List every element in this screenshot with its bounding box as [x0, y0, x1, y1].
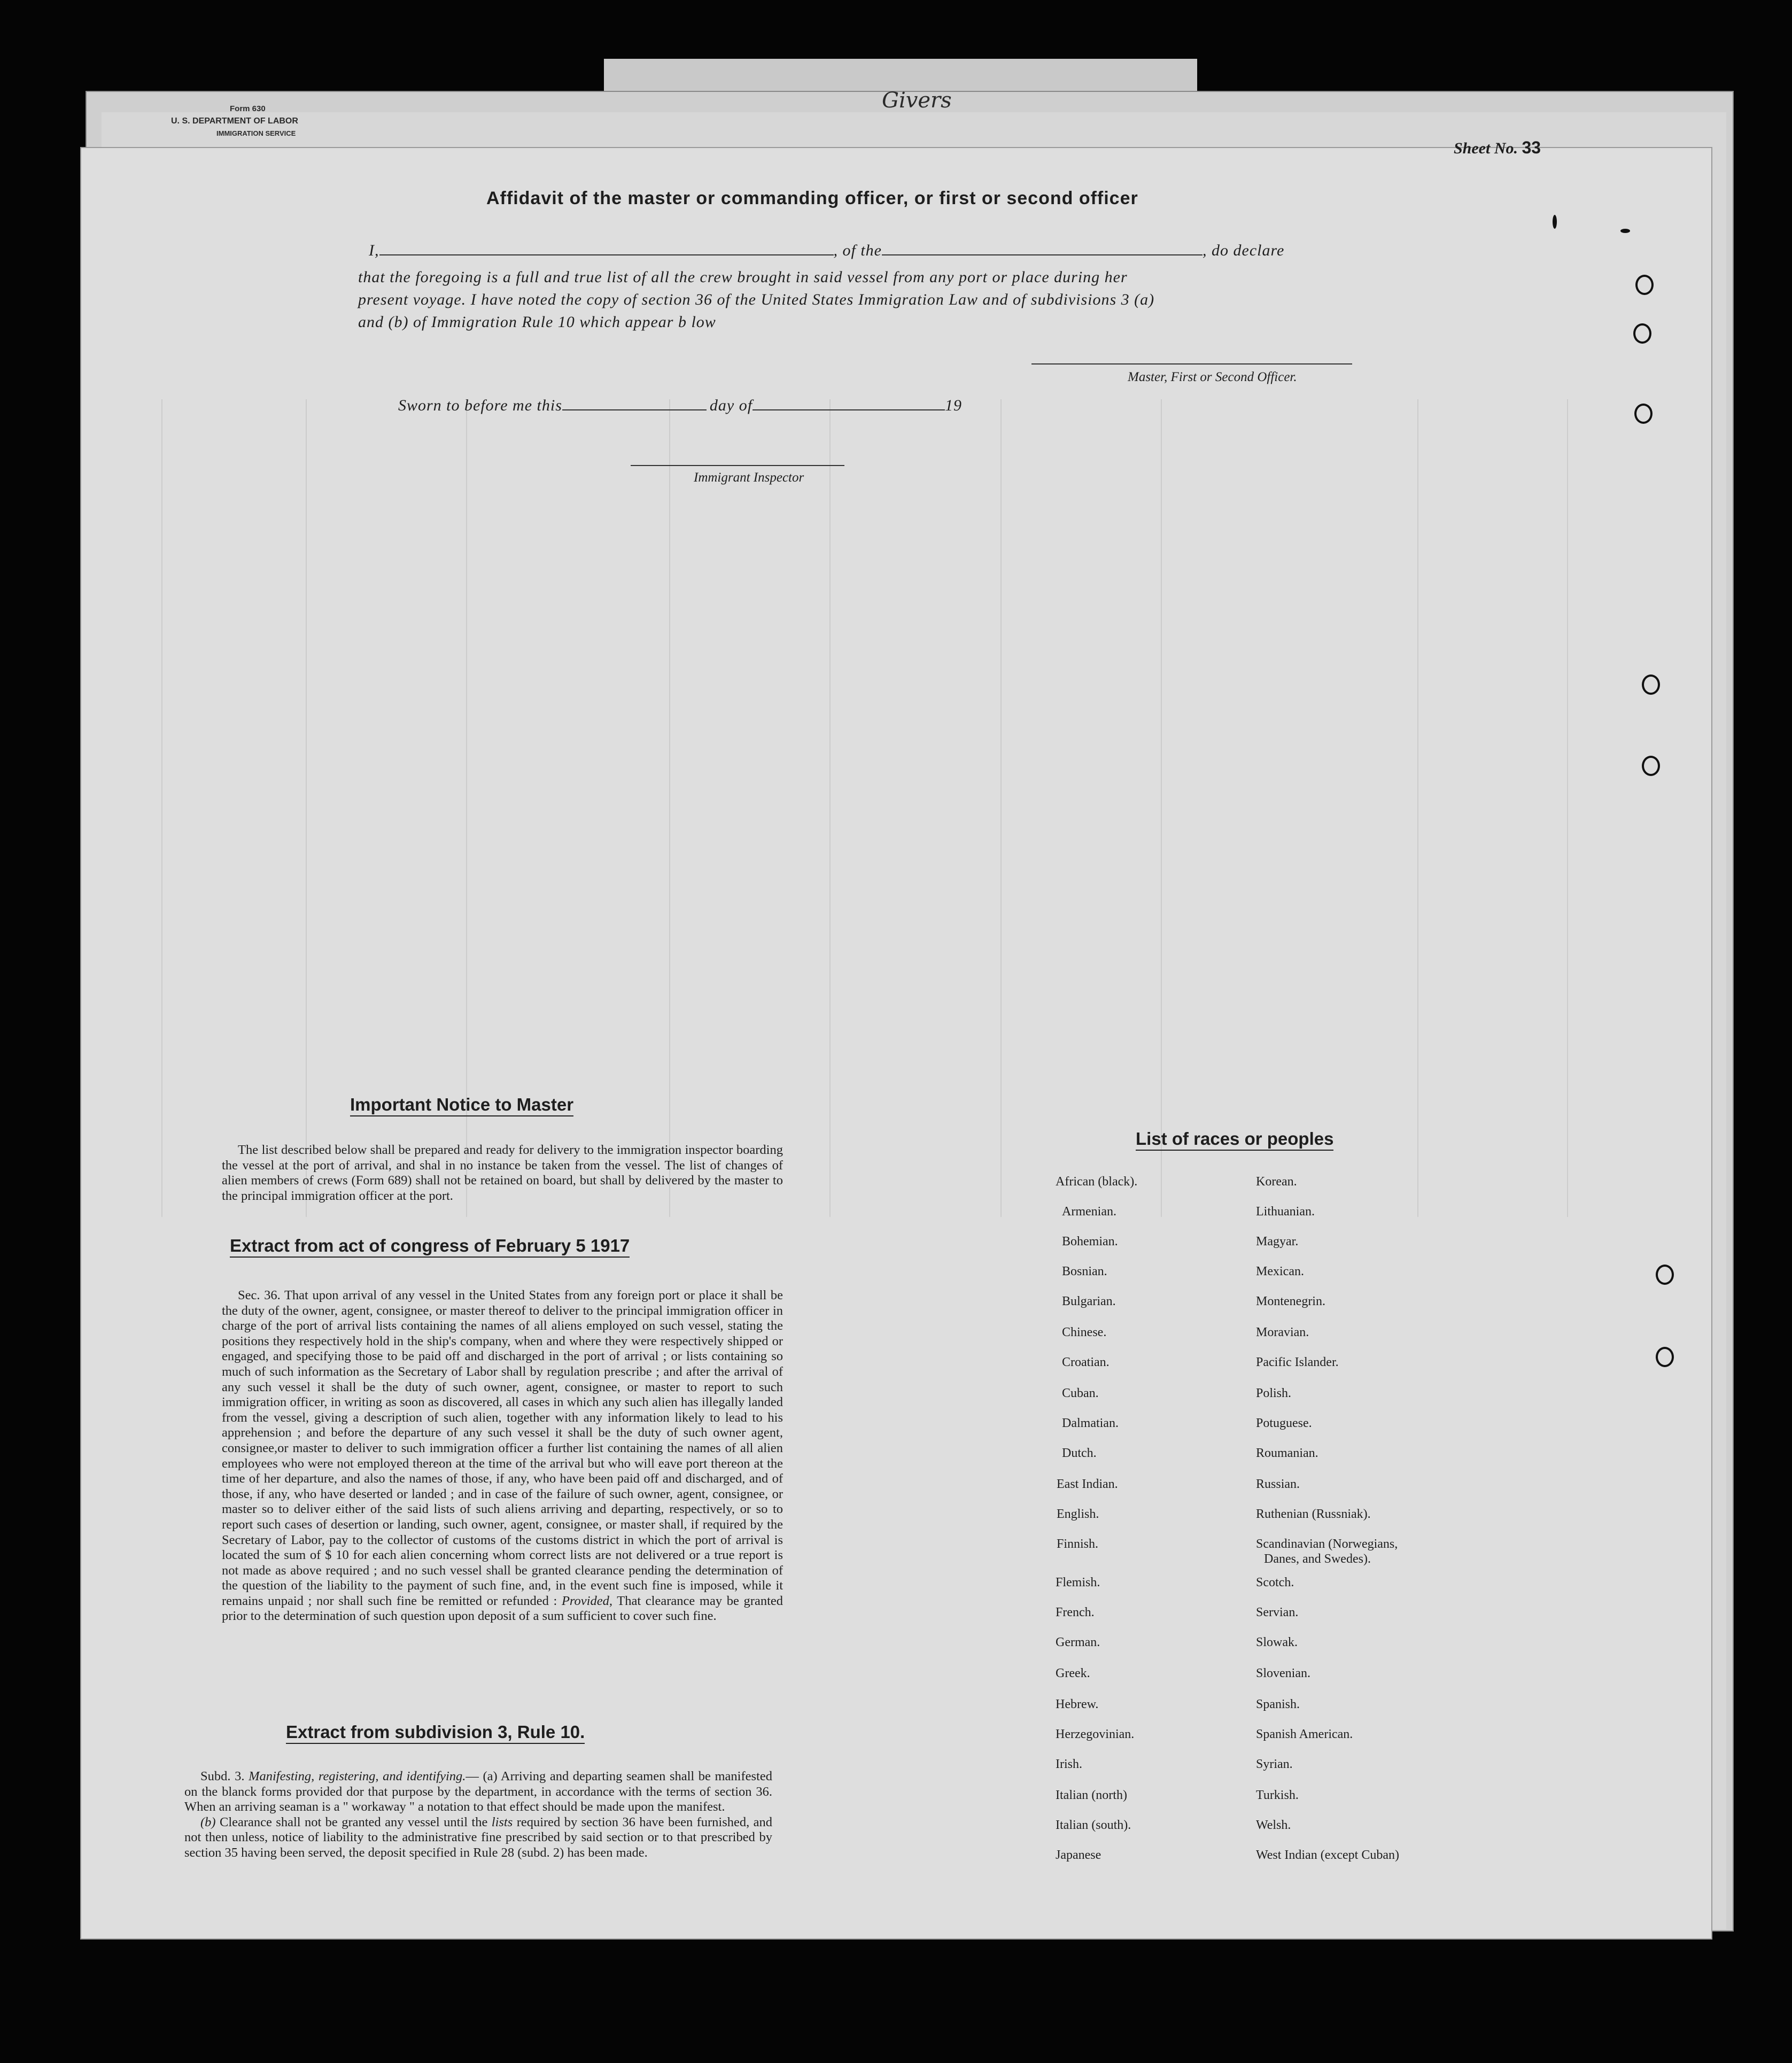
race-item: Cuban.	[1062, 1386, 1099, 1400]
rule10-b-label: (b)	[200, 1814, 216, 1829]
race-item: Bosnian.	[1062, 1265, 1107, 1278]
race-item: Russian.	[1256, 1477, 1300, 1491]
race-item: Mexican.	[1256, 1265, 1304, 1278]
race-item: Spanish American.	[1256, 1727, 1353, 1741]
manifest-page	[80, 147, 1712, 1940]
rule10-b-text-2: required by section 36 have been furnished, and not then unless, notice of liability to the administrative fine prescribed by said section or to that prescribed by section 35 having been served, the deposit specified in Rule 28 (subd. 2) has been made.	[184, 1814, 773, 1860]
race-item: Moravian.	[1256, 1325, 1309, 1339]
master-signature-line	[1031, 363, 1352, 364]
race-item: Croatian.	[1062, 1355, 1110, 1369]
form-number: Form 630	[230, 104, 266, 113]
race-item: Slovenian.	[1256, 1666, 1310, 1680]
race-item: Montenegrin.	[1256, 1294, 1325, 1308]
race-item: East Indian.	[1057, 1477, 1118, 1491]
act-text-b: That clearance may be granted prior to the determination of such question upon deposit of a sum sufficient to cover such fine.	[222, 1593, 783, 1624]
act-title-text: Extract from act of congress of February 5 1917	[230, 1236, 630, 1258]
race-item: Roumanian.	[1256, 1446, 1318, 1460]
affidavit-title: Affidavit of the master or commanding officer, or first or second officer	[486, 188, 1138, 208]
sworn-year: 19	[945, 397, 963, 414]
rule10-title	[286, 1722, 585, 1742]
sworn-line	[398, 397, 962, 415]
act-text-a: That upon arrival of any vessel in the United States from any foreign port or place it shall be the duty of the owner, agent, consignee, or master thereof to deliver to the principal immigration officer in charge of the port of arrival lists containing the names of all aliens employed on such vessel, stating the positions they respectively hold in the ship's company, when and where they were respectively shipped or engaged, and specifying those to be paid off and discharged in the port of arrival ; or lists containing so much of such information as the Secretary of Labor shall by regulation prescribe ; and after the arrival of any such vessel it shall be the duty of such owner, agent, consignee, or master to report to such immigration officer, in writing as soon as discovered, all cases in which any such alien has illegally landed from the vessel, giving a description of such alien, together with any information likely to lead to his apprehension ; and before the departure of any such vessel it shall be the duty of such owner agent, consignee,or master to deliver to such immigration officer a further list containing the names of all alien employees who were not employed thereon at the time of the arrival but who will eave port thereon at the time of her departure, and also the names of those, if any, who have been paid off and discharged, and of those, if any, who have deserted or landed ; and in case of the failure of such owner, agent, consignee, or master so to deliver either of the said lists of such aliens arriving and departing, respectively, or so to report such cases of desertion or landing, such owner, agent, consignee, or master shall, if required by the Secretary of Labor, pay to the collector of customs of the customs district in which the port of arrival is located the sum of $ 10 for each alien concerning whom correct lists are not delivered or a true report is not made as above required ; and no such vessel shall be granted clearance pending the determination of the question of the liability to the payment of such fine, and, in the event such fine is imposed, while it remains unpaid ; nor shall such fine be remitted or refunded :	[222, 1288, 783, 1608]
race-item: Japanese	[1056, 1848, 1101, 1862]
rule10-text	[184, 1769, 772, 1861]
rule10-subd-italic: Manifesting, registering, and identifying.	[249, 1769, 466, 1783]
rule10-subd-label: Subd. 3.	[200, 1769, 245, 1783]
race-item: Irish.	[1056, 1757, 1082, 1771]
form-service: IMMIGRATION SERVICE	[216, 129, 296, 137]
act-provided: Provided,	[561, 1593, 612, 1608]
act-section-label: Sec. 36.	[238, 1288, 281, 1302]
master-label: Master, First or Second Officer.	[1128, 370, 1297, 384]
race-item: Syrian.	[1256, 1757, 1293, 1771]
race-item: Herzegovinian.	[1056, 1727, 1135, 1741]
race-item: Spanish.	[1256, 1697, 1300, 1711]
race-item: Turkish.	[1256, 1788, 1299, 1802]
race-item: Scandinavian (Norwegians,	[1256, 1537, 1398, 1551]
notice-title-text: Important Notice to Master	[350, 1095, 573, 1116]
handwritten-note: Givers	[882, 88, 952, 113]
race-item: Chinese.	[1062, 1325, 1107, 1339]
race-item: Scotch.	[1256, 1576, 1294, 1589]
affidavit-line-2: that the foregoing is a full and true list of all the crew brought in said vessel from any port or place during her	[358, 268, 1128, 286]
race-item: Dutch.	[1062, 1446, 1097, 1460]
race-item: Finnish.	[1057, 1537, 1099, 1551]
inspector-label: Immigrant Inspector	[694, 470, 804, 485]
race-item: Bulgarian.	[1062, 1294, 1116, 1308]
sheet-number	[1454, 138, 1541, 158]
rule10-b-text-1: Clearance shall not be granted any vessel until the	[219, 1814, 488, 1829]
race-item: West Indian (except Cuban)	[1256, 1848, 1399, 1862]
race-item: Italian (south).	[1056, 1818, 1131, 1832]
sworn-day-of: day of	[709, 397, 753, 414]
sworn-before: Sworn to before me this	[398, 397, 562, 414]
rule10-title-text: Extract from subdivision 3, Rule 10.	[286, 1722, 585, 1744]
race-item: Polish.	[1256, 1386, 1292, 1400]
race-item: Servian.	[1256, 1606, 1299, 1619]
notice-text	[222, 1143, 783, 1204]
race-item: French.	[1056, 1606, 1095, 1619]
rule10-a-label: — (a)	[466, 1769, 498, 1783]
form-department: U. S. DEPARTMENT OF LABOR	[171, 117, 298, 126]
race-item: Greek.	[1056, 1666, 1090, 1680]
race-item: Lithuanian.	[1256, 1205, 1315, 1219]
sheet-label: Sheet No.	[1454, 139, 1518, 157]
race-item: Flemish.	[1056, 1576, 1100, 1589]
race-item: Italian (north)	[1056, 1788, 1127, 1802]
ink-speck	[1620, 229, 1630, 233]
sheet-value: 33	[1522, 138, 1541, 157]
race-item: African (black).	[1056, 1175, 1138, 1189]
race-item: Pacific Islander.	[1256, 1355, 1339, 1369]
notice-title	[350, 1095, 573, 1115]
affidavit-do-declare: , do declare	[1203, 242, 1285, 259]
race-item: Dalmatian.	[1062, 1416, 1119, 1430]
ink-speck	[1553, 215, 1557, 229]
race-item: Danes, and Swedes).	[1264, 1552, 1371, 1566]
rule10-a-text: Arriving and departing seamen shall be manifested on the blanck forms provided dor that purpose by the department, in accordance with the terms of section 36. When an arriving seaman is a " workaway " a notation to that effect should be made upon the manifest.	[184, 1769, 772, 1814]
race-item: Magyar.	[1256, 1235, 1299, 1248]
affidavit-line-3: present voyage. I have noted the copy of section 36 of the United States Immigration Law and of subdivisions 3 (a)	[358, 291, 1155, 308]
race-item: Armenian.	[1062, 1205, 1116, 1219]
races-title-text: List of races or peoples	[1136, 1129, 1333, 1151]
affidavit-i: I,	[369, 242, 379, 259]
race-item: Potuguese.	[1256, 1416, 1312, 1430]
affidavit-line-1	[369, 242, 1284, 260]
act-text	[222, 1288, 783, 1624]
race-item: German.	[1056, 1635, 1100, 1649]
race-item: English.	[1057, 1507, 1099, 1521]
rule10-b-lists: lists	[491, 1814, 513, 1829]
race-item: Slowak.	[1256, 1635, 1298, 1649]
race-item: Welsh.	[1256, 1818, 1291, 1832]
race-item: Bohemian.	[1062, 1235, 1118, 1248]
race-item: Ruthenian (Russniak).	[1256, 1507, 1371, 1521]
races-title	[1136, 1129, 1333, 1149]
inspector-signature-line	[631, 465, 844, 466]
act-title	[230, 1236, 630, 1256]
affidavit-line-4: and (b) of Immigration Rule 10 which appear b low	[358, 313, 716, 331]
race-item: Hebrew.	[1056, 1697, 1099, 1711]
notice-paragraph: The list described below shall be prepared and ready for delivery to the immigration inspector boarding the vessel at the port of arrival, and shal in no instance be taken from the vessel. The list of changes of alien members of crews (Form 689) shall not be retained on board, but shall by delivered by the master to the principal immigration officer at the port.	[222, 1143, 783, 1203]
race-item: Korean.	[1256, 1175, 1297, 1189]
affidavit-of-the: , of the	[833, 242, 882, 259]
